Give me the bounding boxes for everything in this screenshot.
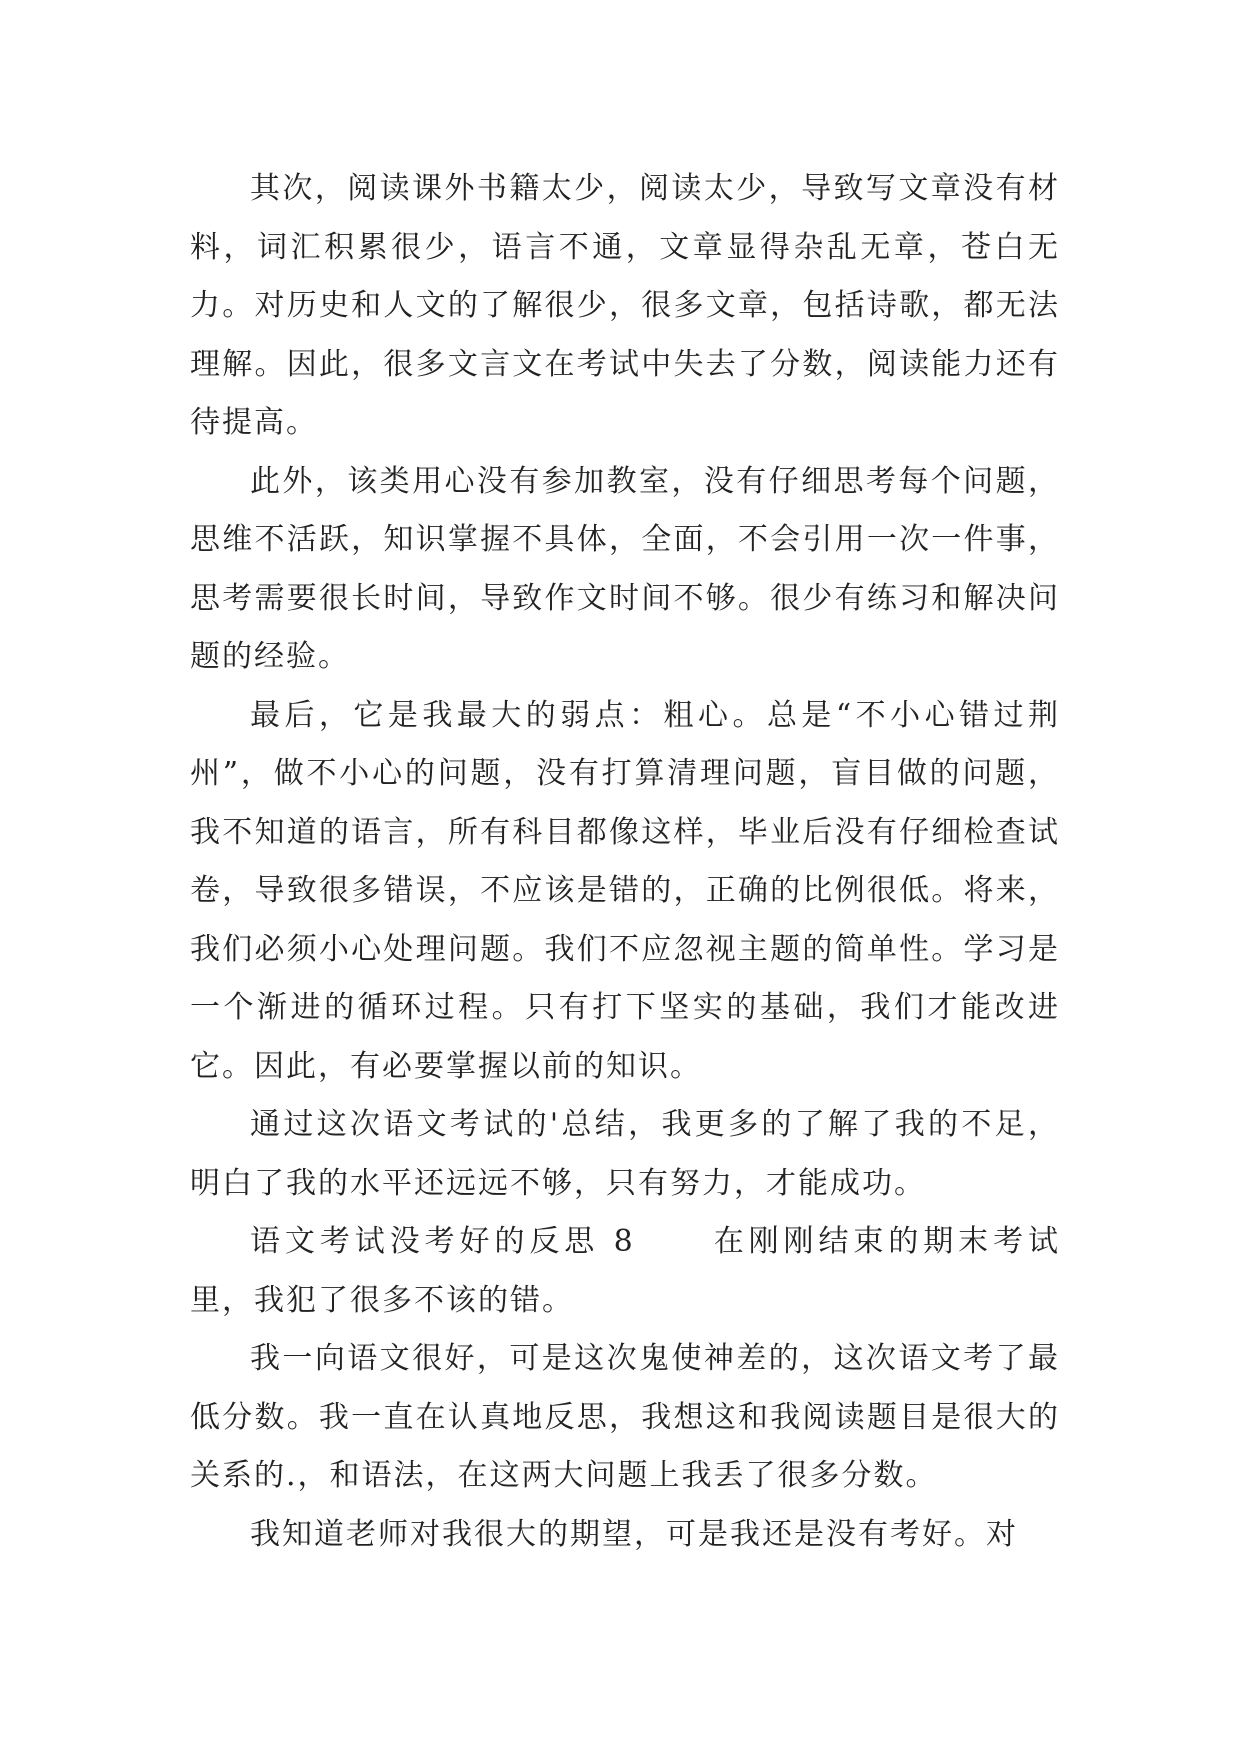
paragraph-reading: 其次，阅读课外书籍太少，阅读太少，导致写文章没有材料，词汇积累很少，语言不通，文章显得杂乱无章，苍白无力。对历史和人文的了解很少，很多文章，包括诗歌，都无法理解。因此，很多文言文在考试中失去了分数，阅读能力还有待提高。: [190, 171, 1060, 440]
paragraph-section-8: [190, 1213, 1060, 1330]
section-first-text: 在刚刚结束的期末考试里，我犯了很多不该的错。: [190, 1224, 1061, 1318]
paragraph-summary: 通过这次语文考试的'总结，我更多的了解了我的不足，明白了我的水平还远远不够，只有努力，才能成功。: [190, 1107, 1060, 1201]
paragraph-chinese-score: 我一向语文很好，可是这次鬼使神差的，这次语文考了最低分数。我一直在认真地反思，我想这和我阅读题目是很大的关系的.，和语法，在这两大问题上我丢了很多分数。: [190, 1341, 1060, 1493]
paragraph-carelessness: 最后，它是我最大的弱点：粗心。总是“不小心错过荆州”，做不小心的问题，没有打算清理问题，盲目做的问题，我不知道的语言，所有科目都像这样，毕业后没有仔细检查试卷，导致很多错误，不应该是错的，正确的比例很低。将来，我们必须小心处理问题。我们不应忽视主题的简单性。学习是一个渐进的循环过程。只有打下坚实的基础，我们才能改进它。因此，有必要掌握以前的知识。: [190, 697, 1060, 1084]
document-body: [190, 160, 1060, 1564]
paragraph-teacher-expectation: 我知道老师对我很大的期望，可是我还是没有考好。对: [250, 1516, 1018, 1552]
section-heading: 语文考试没考好的反思 8: [250, 1224, 635, 1259]
paragraph-classroom: 此外，该类用心没有参加教室，没有仔细思考每个问题，思维不活跃，知识掌握不具体，全面，不会引用一次一件事，思考需要很长时间，导致作文时间不够。很少有练习和解决问题的经验。: [190, 463, 1060, 674]
